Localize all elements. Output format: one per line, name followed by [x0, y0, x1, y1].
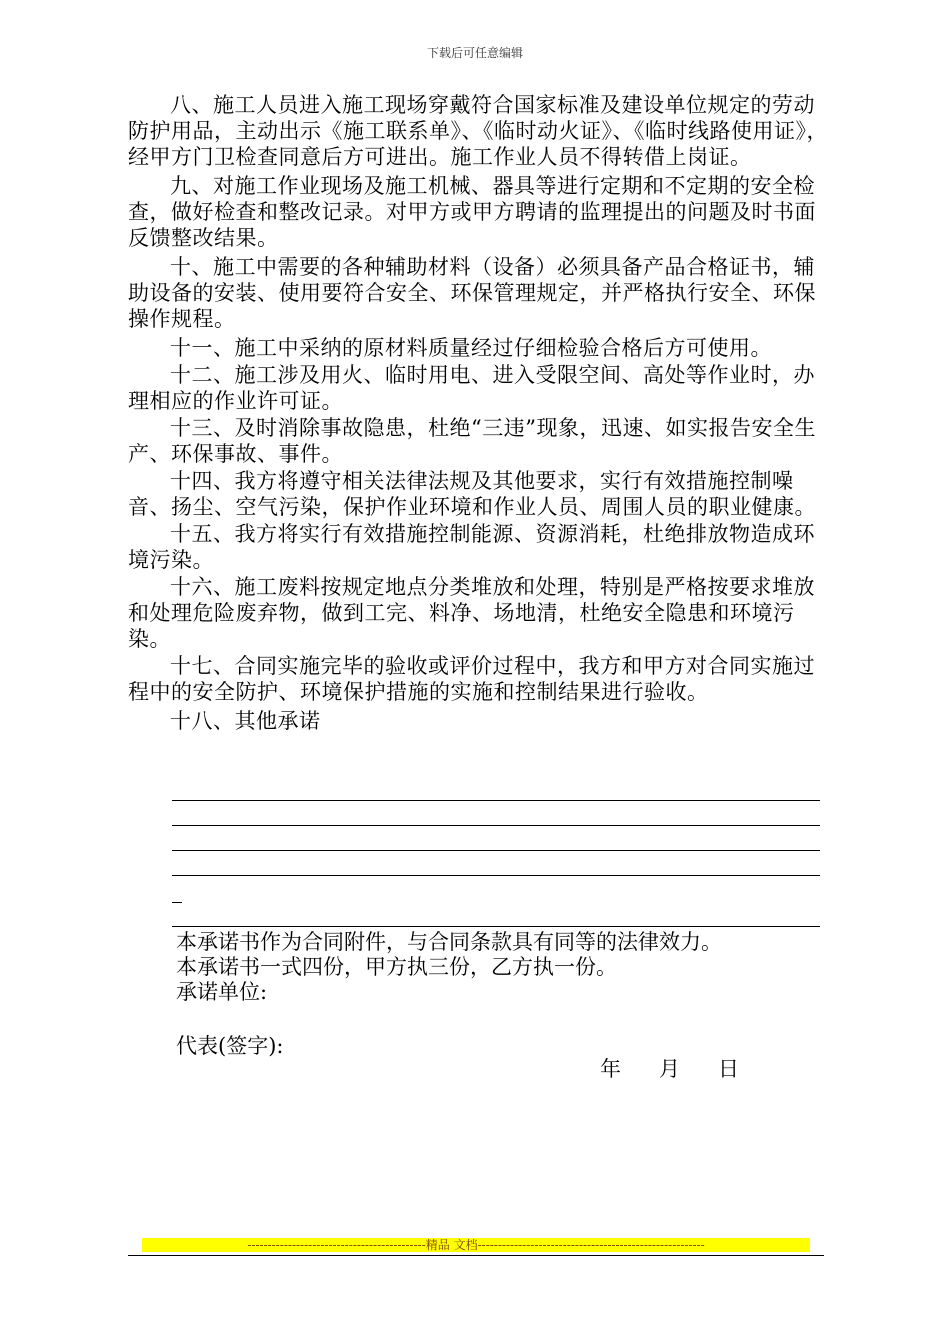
copies-statement: 本承诺书一式四份，甲方执三份，乙方执一份。: [176, 955, 617, 979]
blank-line: [172, 926, 820, 927]
clause-18: 十八、其他承诺: [170, 709, 321, 733]
closing-section: [176, 930, 826, 1005]
clause-8: 八、施工人员进入施工现场穿戴符合国家标准及建设单位规定的劳动防护用品，主动出示《施工联系单》、《临时动火证》、《临时线路使用证》，经甲方门卫检查同意后方可进出。施工作业人员不得转借上岗证。: [128, 93, 828, 169]
footer-text: 精品 文档: [425, 1238, 478, 1252]
clause-14: 十四、我方将遵守相关法律法规及其他要求，实行有效措施控制噪音、扬尘、空气污染，保护作业环境和作业人员、周围人员的职业健康。: [128, 469, 816, 519]
blank-line: [172, 800, 820, 801]
clause-10: 十、施工中需要的各种辅助材料（设备）必须具备产品合格证书，辅助设备的安装、使用要符合安全、环保管理规定，并严格执行安全、环保操作规程。: [128, 255, 816, 331]
unit-label: 承诺单位:: [176, 980, 268, 1004]
representative-signature-label: 代表(签字):: [176, 1034, 284, 1058]
page-footer: [128, 1238, 824, 1256]
clause-13: 十三、及时消除事故隐患，杜绝“三违”现象，迅速、如实报告安全生产、环保事故、事件。: [128, 416, 816, 466]
blank-line: [172, 825, 820, 826]
clause-11: 十一、施工中采纳的原材料质量经过仔细检验合格后方可使用。: [170, 336, 772, 360]
clause-9: 九、对施工作业现场及施工机械、器具等进行定期和不定期的安全检查，做好检查和整改记录。对甲方或甲方聘请的监理提出的问题及时书面反馈整改结果。: [128, 174, 816, 250]
clause-12: 十二、施工涉及用火、临时用电、进入受限空间、高处等作业时，办理相应的作业许可证。: [128, 363, 815, 413]
validity-statement: 本承诺书作为合同附件，与合同条款具有同等的法律效力。: [176, 930, 722, 954]
blank-line: [172, 850, 820, 851]
footer-rule: [128, 1255, 824, 1256]
page-header: 下载后可任意编辑: [426, 46, 523, 60]
blank-line-stub: [172, 902, 182, 903]
footer-banner: [142, 1238, 810, 1252]
date-year-label: 年: [600, 1057, 621, 1081]
clause-16: 十六、施工废料按规定地点分类堆放和处理，特别是严格按要求堆放和处理危险废弃物，做到工完、料净、场地清，杜绝安全隐患和环境污染。: [128, 575, 815, 651]
footer-dashes-right: --------------------------------------------------------: [477, 1238, 705, 1252]
clause-17: 十七、合同实施完毕的验收或评价过程中，我方和甲方对合同实施过程中的安全防护、环境保护措施的实施和控制结果进行验收。: [128, 654, 815, 704]
blank-line: [172, 875, 820, 876]
footer-dashes-left: --------------------------------------------: [247, 1238, 426, 1252]
other-commitments-blank-lines: [172, 800, 820, 900]
clause-15: 十五、我方将实行有效措施控制能源、资源消耗，杜绝排放物造成环境污染。: [128, 522, 815, 572]
commitment-body: [128, 92, 828, 734]
date-month-label: 月: [659, 1057, 680, 1081]
date-day-label: 日: [718, 1057, 739, 1081]
signature-date: [600, 1053, 739, 1083]
